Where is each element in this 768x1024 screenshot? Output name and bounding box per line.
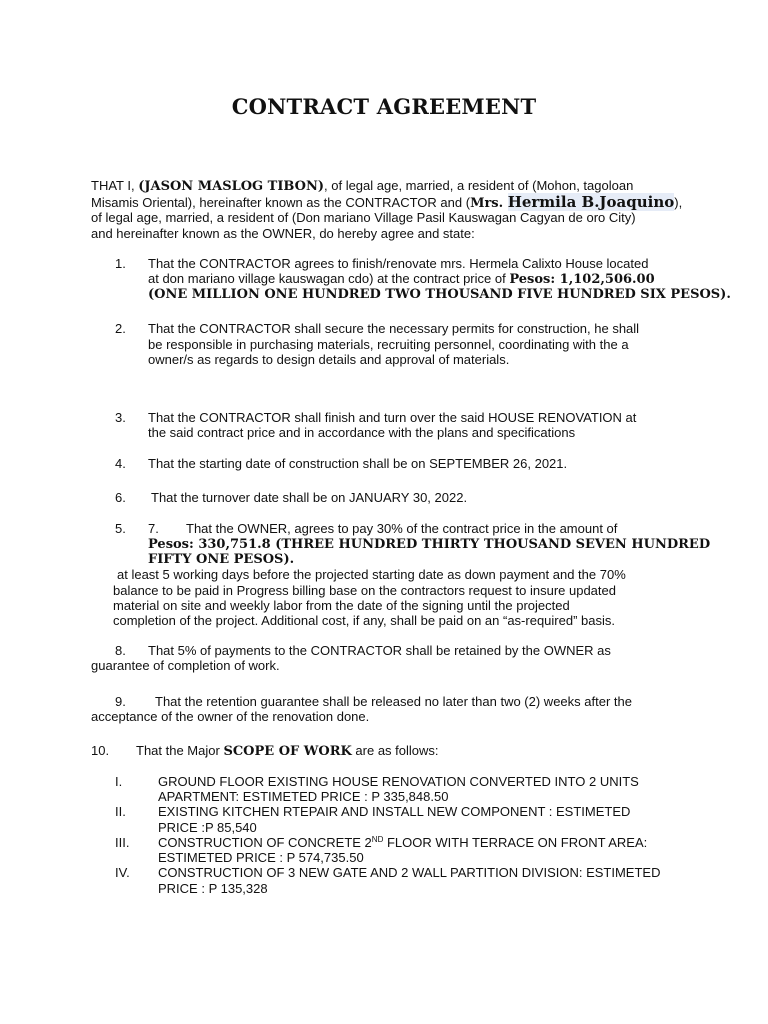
- item-10-line-1: [136, 743, 439, 760]
- scope-2-number: II.: [115, 804, 126, 819]
- intro-line-2-end: ),: [674, 195, 683, 210]
- scope-2-line-2: PRICE :P 85,540: [158, 820, 257, 835]
- item-4-number: 4.: [115, 456, 126, 471]
- scope-4-number: IV.: [115, 865, 130, 880]
- item-8-number: 8.: [115, 643, 126, 658]
- item-2-line-1: That the CONTRACTOR shall secure the necessary permits for construction, he shall: [148, 321, 640, 336]
- scope-2-line-1: EXISTING KITCHEN RTEPAIR AND INSTALL NEW COMPONENT : ESTIMETED: [158, 804, 631, 819]
- item-5-line-5: balance to be paid in Progress billing base on the contractors request to insure updated: [113, 583, 616, 598]
- item-3-number: 3.: [115, 410, 126, 425]
- item-1-line-1: That the CONTRACTOR agrees to finish/renovate mrs. Hermela Calixto House located: [148, 256, 649, 271]
- intro-line-4: and hereinafter known as the OWNER, do hereby agree and state:: [91, 226, 475, 241]
- scope-1-number: I.: [115, 774, 123, 789]
- item-5-line-4: at least 5 working days before the projected starting date as down payment and the 70%: [117, 567, 626, 582]
- item-9-line-2: acceptance of the owner of the renovation done.: [91, 709, 370, 724]
- scope-4-line-1: CONSTRUCTION OF 3 NEW GATE AND 2 WALL PARTITION DIVISION: ESTIMETED: [158, 865, 661, 880]
- item-8-line-2: guarantee of completion of work.: [91, 658, 280, 673]
- scope-3-number: III.: [115, 835, 130, 850]
- down-payment-words: FIFTY ONE PESOS).: [148, 552, 295, 567]
- item-4-line-1: That the starting date of construction shall be on SEPTEMBER 26, 2021.: [148, 456, 568, 471]
- owner-name: Hermila B.Joaquino: [507, 193, 675, 211]
- intro-line-2-text: Misamis Oriental), hereinafter known as the CONTRACTOR and (: [91, 195, 471, 210]
- scope-3-superscript: ND: [371, 835, 384, 844]
- item-10-text-end: are as follows:: [351, 743, 439, 758]
- item-2-line-3: owner/s as regards to design details and approval of materials.: [148, 352, 510, 367]
- intro-line-1-rest: , of legal age, married, a resident of (Mohon, tagoloan: [324, 178, 634, 193]
- intro-prefix: THAT I,: [91, 178, 139, 193]
- item-1-number: 1.: [115, 256, 126, 271]
- scope-3-text: CONSTRUCTION OF CONCRETE 2: [158, 835, 372, 850]
- item-5-line-1: That the OWNER, agrees to pay 30% of the contract price in the amount of: [186, 521, 618, 536]
- item-6-line-1: That the turnover date shall be on JANUARY 30, 2022.: [151, 490, 468, 505]
- contractor-name: (JASON MASLOG TIBON): [138, 179, 325, 194]
- item-2-line-2: be responsible in purchasing materials, recruiting personnel, coordinating with the a: [148, 337, 629, 352]
- item-10-number: 10.: [91, 743, 110, 758]
- scope-1-line-1: GROUND FLOOR EXISTING HOUSE RENOVATION CONVERTED INTO 2 UNITS: [158, 774, 639, 789]
- item-8-line-1: That 5% of payments to the CONTRACTOR shall be retained by the OWNER as: [148, 643, 611, 658]
- item-9-line-1: That the retention guarantee shall be released no later than two (2) weeks after the: [155, 694, 632, 709]
- contract-price: Pesos: 1,102,506.00: [509, 272, 655, 287]
- down-payment-amount: Pesos: 330,751.8 (THREE HUNDRED THIRTY THOUSAND SEVEN HUNDRED: [148, 537, 711, 552]
- item-1-line-2-text: at don mariano village kauswagan cdo) at the contract price of: [148, 271, 510, 286]
- scope-4-line-2: PRICE : P 135,328: [158, 881, 268, 896]
- item-9-number: 9.: [115, 694, 126, 709]
- item-10-text: That the Major: [136, 743, 224, 758]
- scope-1-line-2: APARTMENT: ESTIMETED PRICE : P 335,848.50: [158, 789, 449, 804]
- item-5-line-6: material on site and weekly labor from the date of the signing until the projected: [113, 598, 570, 613]
- item-5-number: 5.: [115, 521, 126, 536]
- owner-title: Mrs.: [470, 196, 508, 211]
- item-3-line-1: That the CONTRACTOR shall finish and turn over the said HOUSE RENOVATION at: [148, 410, 637, 425]
- scope-3-line-1: [158, 835, 647, 851]
- item-3-line-2: the said contract price and in accordance with the plans and specifications: [148, 425, 576, 440]
- scope-3-line-2: ESTIMETED PRICE : P 574,735.50: [158, 850, 364, 865]
- scope-of-work-label: SCOPE OF WORK: [223, 744, 352, 759]
- intro-line-3: of legal age, married, a resident of (Don mariano Village Pasil Kauswagan Cagyan de oro City): [91, 210, 636, 225]
- scope-3-text-end: FLOOR WITH TERRACE ON FRONT AREA:: [383, 835, 648, 850]
- item-7-number: 7.: [148, 521, 159, 536]
- item-2-number: 2.: [115, 321, 126, 336]
- document-title: CONTRACT AGREEMENT: [231, 94, 537, 119]
- contract-price-words: (ONE MILLION ONE HUNDRED TWO THOUSAND FIVE HUNDRED SIX PESOS).: [148, 287, 731, 302]
- item-6-number: 6.: [115, 490, 126, 505]
- item-5-line-7: completion of the project. Additional cost, if any, shall be paid on an “as-required” basis.: [113, 613, 615, 628]
- item-1-line-2: [148, 271, 655, 288]
